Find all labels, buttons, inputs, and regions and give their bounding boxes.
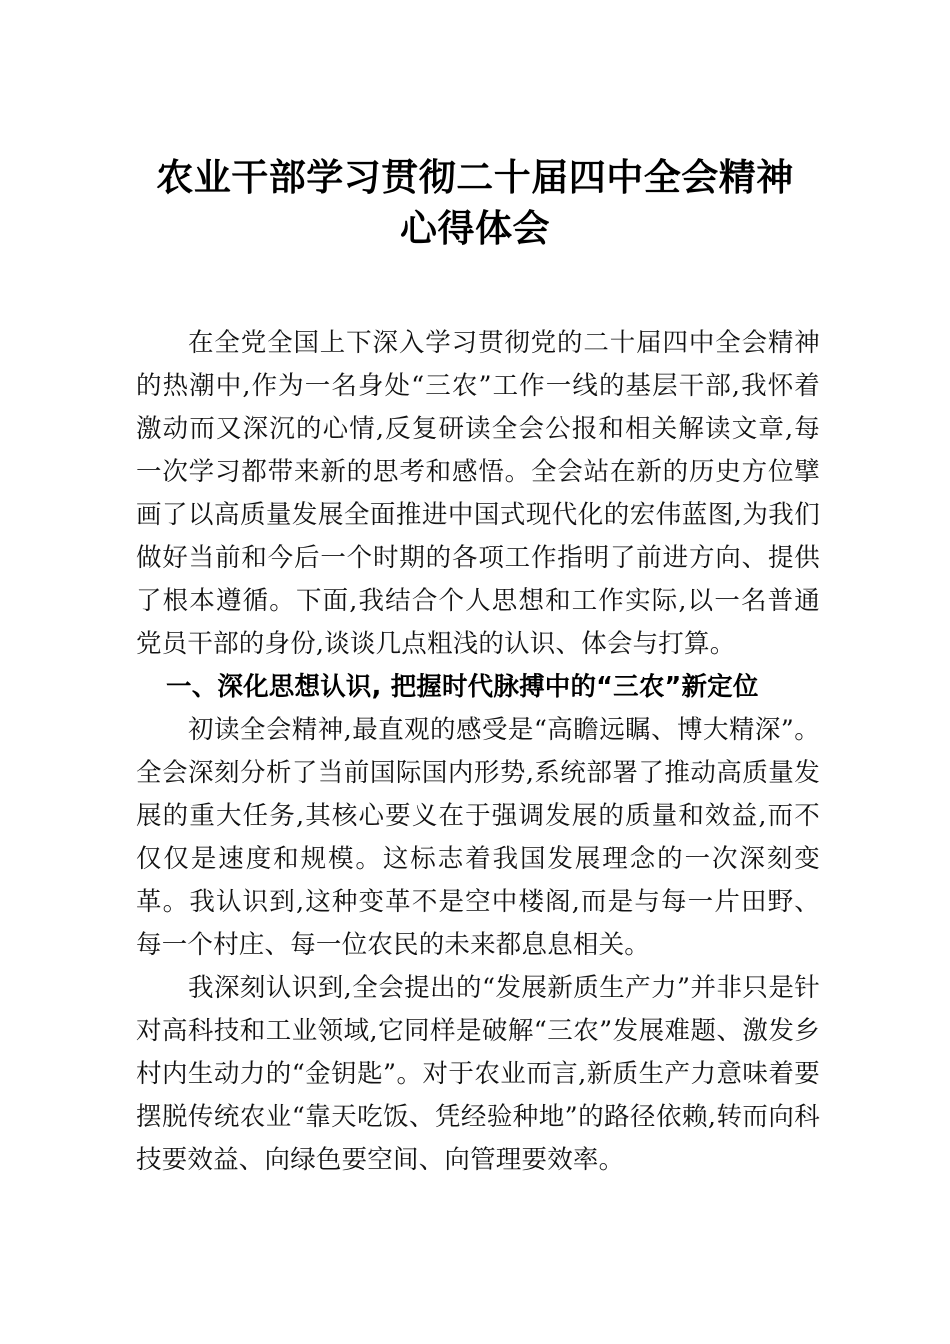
- paragraph-intro: 在全党全国上下深入学习贯彻党的二十届四中全会精神的热潮中,作为一名身处“三农”工作一线的基层干部,我怀着激动而又深沉的心情,反复研读全会公报和相关解读文章,每一次学习都带来新的思考和感悟。全会站在新的历史方位擘画了以高质量发展全面推进中国式现代化的宏伟蓝图,为我们做好当前和今后一个时期的各项工作指明了前进方向、提供了根本遵循。下面,我结合个人思想和工作实际,以一名普通党员干部的身份,谈谈几点粗浅的认识、体会与打算。: [136, 328, 820, 659]
- document-body: [136, 322, 820, 1182]
- paragraph-section-one-b: 我深刻认识到,全会提出的“发展新质生产力”并非只是针对高科技和工业领域,它同样是破解“三农”发展难题、激发乡村内生动力的“金钥匙”。对于农业而言,新质生产力意味着要摆脱传统农业“靠天吃饭、凭经验种地”的路径依赖,转而向科技要效益、向绿色要空间、向管理要效率。: [136, 973, 820, 1175]
- section-heading-one: 一、深化思想认识, 把握时代脉搏中的“三农”新定位: [166, 672, 759, 702]
- paragraph-section-one-a: 初读全会精神,最直观的感受是“高瞻远瞩、博大精深”。全会深刻分析了当前国际国内形势,系统部署了推动高质量发展的重大任务,其核心要义在于强调发展的质量和效益,而不仅仅是速度和规模。这标志着我国发展理念的一次深刻变革。我认识到,这种变革不是空中楼阁,而是与每一片田野、每一个村庄、每一位农民的未来都息息相关。: [136, 715, 820, 960]
- page-title: 农业干部学习贯彻二十届四中全会精神心得体会: [156, 155, 794, 250]
